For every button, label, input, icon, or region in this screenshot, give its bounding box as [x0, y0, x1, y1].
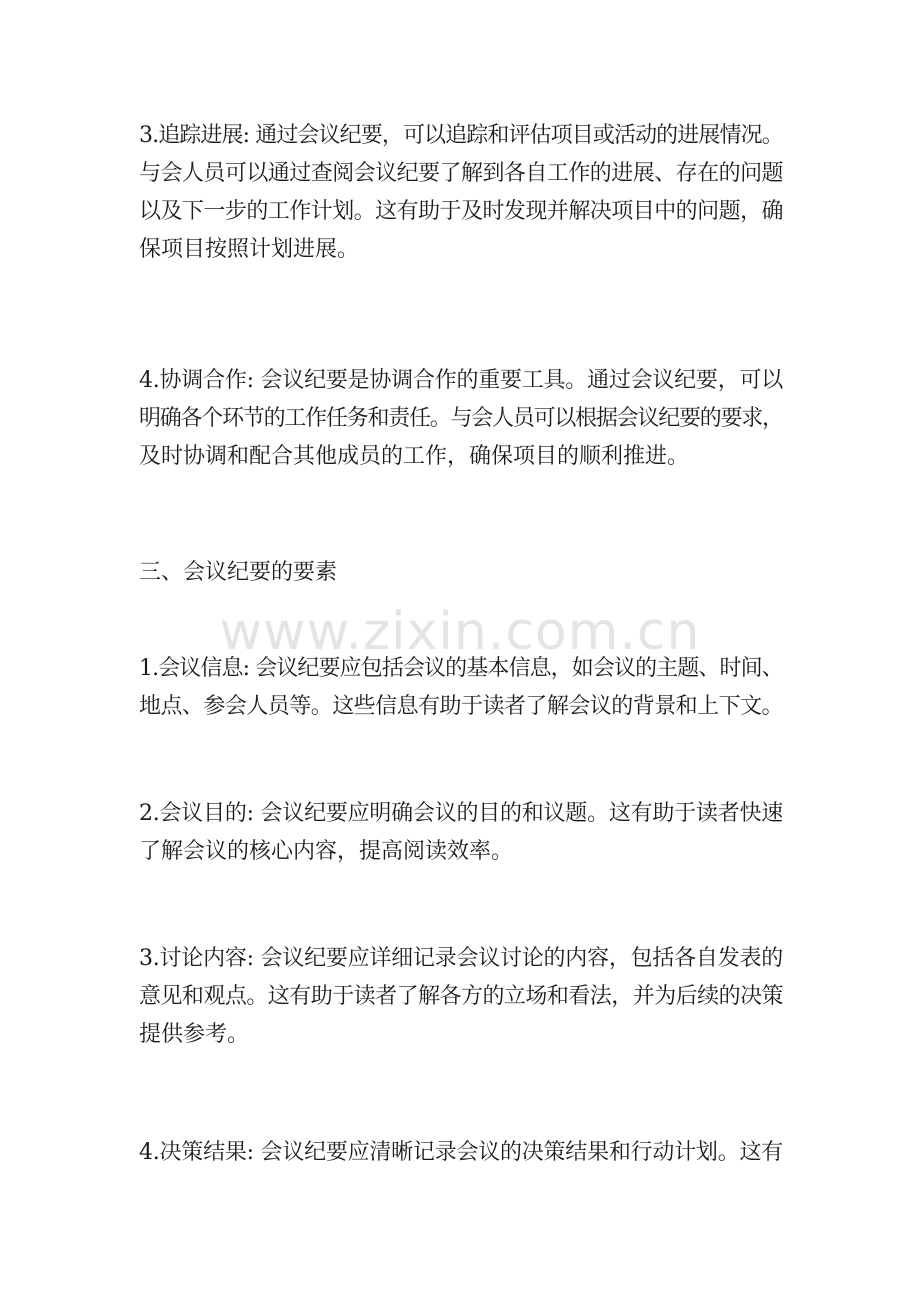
paragraph-meeting-purpose	[139, 795, 789, 871]
watermark-text: www.zixin.com.cn	[219, 602, 701, 662]
section-heading	[139, 554, 789, 592]
text-line: 提供参考。	[139, 1022, 250, 1047]
paragraph-meeting-info	[139, 650, 789, 726]
text-line: 明确各个环节的工作任务和责任。与会人员可以根据会议纪要的要求，	[139, 406, 783, 431]
text-line: 意见和观点。这有助于读者了解各方的立场和看法，并为后续的决策	[139, 984, 784, 1009]
text-line: 3.讨论内容: 会议纪要应详细记录会议讨论的内容，包括各自发表的	[139, 946, 783, 971]
text-line: 4.决策结果: 会议纪要应清晰记录会议的决策结果和行动计划。这有	[139, 1140, 783, 1165]
heading-text: 三、会议纪要的要素	[139, 560, 338, 585]
text-line: 了解会议的核心内容，提高阅读效率。	[139, 839, 514, 864]
text-line: 保项目按照计划进展。	[139, 237, 360, 262]
text-line: 地点、参会人员等。这些信息有助于读者了解会议的背景和上下文。	[139, 694, 784, 719]
text-line: 以及下一步的工作计划。这有助于及时发现并解决项目中的问题，确	[139, 199, 784, 224]
text-line: 2.会议目的: 会议纪要应明确会议的目的和议题。这有助于读者快速	[139, 801, 783, 826]
text-line: 4.协调合作: 会议纪要是协调合作的重要工具。通过会议纪要，可以	[139, 368, 783, 393]
paragraph-coordination	[139, 362, 789, 476]
paragraph-discussion-content	[139, 940, 789, 1054]
paragraph-decision-results	[139, 1134, 789, 1172]
text-line: 3.追踪进展: 通过会议纪要，可以追踪和评估项目或活动的进展情况。	[139, 123, 783, 148]
text-line: 与会人员可以通过查阅会议纪要了解到各自工作的进展、存在的问题	[139, 161, 784, 186]
text-line: 及时协调和配合其他成员的工作，确保项目的顺利推进。	[139, 444, 690, 469]
text-line: 1.会议信息: 会议纪要应包括会议的基本信息，如会议的主题、时间、	[139, 656, 783, 681]
paragraph-tracking-progress	[139, 117, 789, 269]
